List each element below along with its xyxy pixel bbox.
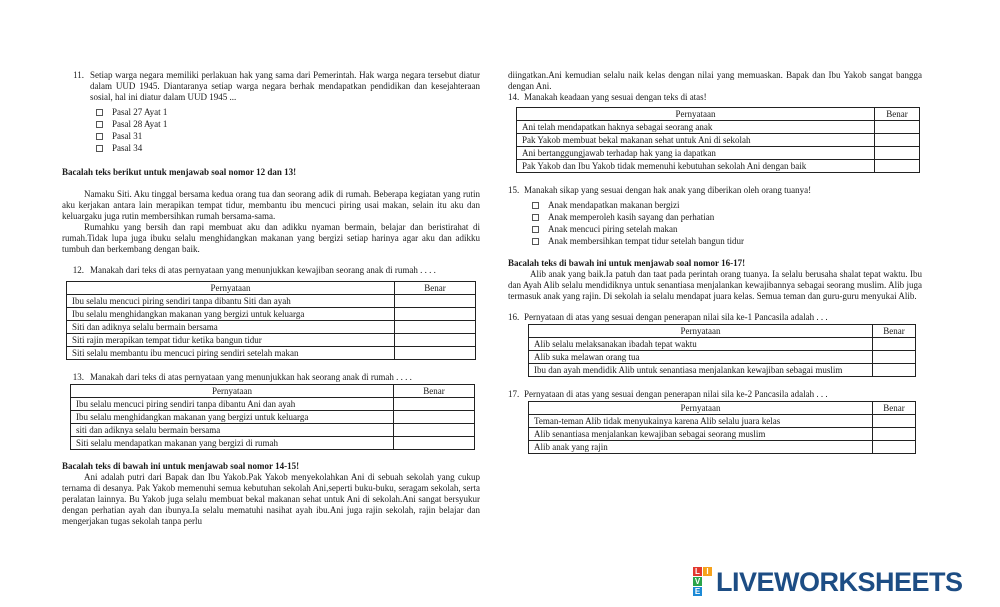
question-12 bbox=[62, 265, 480, 276]
option-item[interactable]: Anak memperoleh kasih sayang dan perhatian bbox=[532, 211, 922, 223]
question-text: Setiap warga negara memiliki perlakuan hak yang sama dari Pemerintah. Hak warga negara tersebut diatur dalam UUD 1945. Diantaranya setiap warga negara berhak mendapatkan pendidikan dan kesejahteraan sosial, hal ini diatur dalam UUD 1945 ... bbox=[90, 70, 480, 102]
table-row[interactable]: Alib anak yang rajin bbox=[529, 441, 916, 454]
table-row[interactable]: Ibu selalu menghidangkan makanan yang bergizi untuk keluarga bbox=[71, 411, 475, 424]
table-row[interactable]: Siti dan adiknya selalu bermain bersama bbox=[67, 321, 476, 334]
logo-badge-icon bbox=[693, 567, 713, 597]
option-item[interactable]: Anak membersihkan tempat tidur setelah bangun tidur bbox=[532, 235, 922, 247]
question-11-options bbox=[96, 106, 480, 154]
reading-paragraph: Ani adalah putri dari Bapak dan Ibu Yakob.Pak Yakob menyekolahkan Ani di sebuah sekolah yang cukup ternama di desanya. Pak Yakob memenuhi semua kebutuhan sekolah Ani,seperti buku-buku, seragam sekolah, serta peralatan lainnya. Bu Yakob juga selalu membuat bekal makanan sehat untuk Ani di sekolah.Ani sangat bersyukur dengan perhatian ayah dan ibunya.Ia selalu mematuhi nasihat ayah ibu.Ani juga rajin sekolah, rajin belajar dan mengerjakan tugas sekolah tanpa perlu bbox=[62, 472, 480, 526]
reading-paragraph: diingatkan.Ani kemudian selalu naik kelas dengan nilai yang memuaskan. Bapak dan Ibu Yakob sangat bangga dengan Ani. bbox=[508, 70, 922, 91]
reading-paragraph: Alib anak yang baik.Ia patuh dan taat pada perintah orang tuanya. Ia selalu berusaha shalat tepat waktu. Ibu dan Ayah Alib selalu mendidiknya untuk senantiasa menjalankan kewajibannya sebagai seorang muslim. Alib juga termasuk anak yang rajin. Di sekolah ia selalu mendapat juara kelas. Semua teman dan guru-guru menyukai Alib. bbox=[508, 269, 922, 301]
question-number: 12. bbox=[72, 265, 84, 275]
section-heading: Bacalah teks di bawah ini untuk menjawab soal nomor 14-15! bbox=[62, 461, 300, 471]
question-number: 17. bbox=[508, 389, 520, 399]
option-item[interactable]: Anak mendapatkan makanan bergizi bbox=[532, 199, 922, 211]
question-15 bbox=[508, 185, 922, 196]
question-17 bbox=[508, 389, 922, 400]
left-column bbox=[62, 70, 480, 527]
answer-cell[interactable] bbox=[873, 441, 916, 454]
answer-cell[interactable] bbox=[875, 134, 920, 147]
answer-cell[interactable] bbox=[395, 347, 476, 360]
question-11 bbox=[62, 70, 480, 103]
table-row[interactable]: Ibu dan ayah mendidik Alib untuk senantiasa menjalankan kewajiban sebagai muslim bbox=[529, 364, 916, 377]
reading-paragraph: Rumahku yang bersih dan rapi membuat aku dan adikku nyaman bermain, belajar dan beristirahat di rumah.Tidak lupa juga ibuku selalu menghidangkan makanan yang bergizi setiap harinya agar aku dan adikku tumbuh dan berkembang dengan baik. bbox=[62, 222, 480, 254]
question-number: 15. bbox=[508, 185, 520, 195]
checkbox-icon[interactable] bbox=[532, 214, 539, 221]
answer-cell[interactable] bbox=[873, 338, 916, 351]
question-16-table bbox=[528, 324, 916, 377]
checkbox-icon[interactable] bbox=[96, 133, 103, 140]
answer-cell[interactable] bbox=[394, 411, 475, 424]
logo-badge-letter: L bbox=[693, 567, 702, 576]
table-row[interactable]: Pak Yakob membuat bekal makanan sehat untuk Ani di sekolah bbox=[517, 134, 920, 147]
right-column bbox=[508, 70, 922, 454]
table-header-row: Pernyataan Benar bbox=[529, 402, 916, 415]
table-row[interactable]: Ibu selalu mencuci piring sendiri tanpa dibantu Siti dan ayah bbox=[67, 295, 476, 308]
table-header-row: Pernyataan Benar bbox=[67, 282, 476, 295]
table-row[interactable]: Ibu selalu mencuci piring sendiri tanpa dibantu Ani dan ayah bbox=[71, 398, 475, 411]
reading-paragraph: Namaku Siti. Aku tinggal bersama kedua orang tua dan seorang adik di rumah. Beberapa kegiatan yang rutin aku kerjakan antara lain merapikan tempat tidur, membantu ibu mencuci piring usai makan, selain itu aku dan keluargaku juga rutin membersihkan rumah bersama-sama. bbox=[62, 189, 480, 221]
answer-cell[interactable] bbox=[395, 295, 476, 308]
question-15-options bbox=[532, 199, 922, 247]
question-14-table bbox=[516, 107, 920, 173]
answer-cell[interactable] bbox=[875, 121, 920, 134]
question-text: Pernyataan di atas yang sesuai dengan penerapan nilai sila ke-1 Pancasila adalah . . . bbox=[524, 312, 828, 322]
answer-cell[interactable] bbox=[395, 321, 476, 334]
checkbox-icon[interactable] bbox=[96, 109, 103, 116]
table-row[interactable]: Ani bertanggungjawab terhadap hak yang ia dapatkan bbox=[517, 147, 920, 160]
answer-cell[interactable] bbox=[394, 398, 475, 411]
answer-cell[interactable] bbox=[873, 415, 916, 428]
question-text: Manakah sikap yang sesuai dengan hak anak yang diberikan oleh orang tuanya! bbox=[524, 185, 812, 195]
section-heading: Bacalah teks berikut untuk menjawab soal nomor 12 dan 13! bbox=[62, 167, 297, 177]
question-13 bbox=[62, 372, 480, 383]
table-row[interactable]: Ani telah mendapatkan haknya sebagai seorang anak bbox=[517, 121, 920, 134]
option-item[interactable]: Pasal 34 bbox=[96, 142, 480, 154]
question-number: 16. bbox=[508, 312, 520, 322]
logo-text: LIVEWORKSHEETS bbox=[716, 567, 963, 597]
checkbox-icon[interactable] bbox=[96, 121, 103, 128]
answer-cell[interactable] bbox=[873, 428, 916, 441]
question-14 bbox=[508, 92, 922, 103]
table-row[interactable]: Siti rajin merapikan tempat tidur ketika bangun tidur bbox=[67, 334, 476, 347]
answer-cell[interactable] bbox=[395, 308, 476, 321]
logo-badge-letter: E bbox=[694, 587, 701, 596]
table-row[interactable]: Pak Yakob dan Ibu Yakob tidak memenuhi kebutuhan sekolah Ani dengan baik bbox=[517, 160, 920, 173]
question-text: Pernyataan di atas yang sesuai dengan penerapan nilai sila ke-2 Pancasila adalah . . . bbox=[524, 389, 828, 399]
question-16 bbox=[508, 312, 922, 323]
liveworksheets-logo[interactable] bbox=[693, 567, 963, 597]
checkbox-icon[interactable] bbox=[532, 226, 539, 233]
question-text: Manakah dari teks di atas pernyataan yang menunjukkan kewajiban seorang anak di rumah . . . . bbox=[90, 265, 436, 275]
question-number: 14. bbox=[508, 92, 520, 102]
logo-badge-letter: V bbox=[694, 577, 701, 586]
table-row[interactable]: siti dan adiknya selalu bermain bersama bbox=[71, 424, 475, 437]
answer-cell[interactable] bbox=[875, 160, 920, 173]
answer-cell[interactable] bbox=[394, 437, 475, 450]
table-header-row: Pernyataan Benar bbox=[517, 108, 920, 121]
question-number: 13. bbox=[72, 372, 84, 382]
checkbox-icon[interactable] bbox=[532, 238, 539, 245]
question-text: Manakah dari teks di atas pernyataan yang menunjukkan hak seorang anak di rumah . . . . bbox=[90, 372, 412, 382]
question-text: Manakah keadaan yang sesuai dengan teks di atas! bbox=[524, 92, 707, 102]
table-row[interactable]: Alib senantiasa menjalankan kewajiban sebagai seorang muslim bbox=[529, 428, 916, 441]
option-item[interactable]: Pasal 27 Ayat 1 bbox=[96, 106, 480, 118]
answer-cell[interactable] bbox=[873, 351, 916, 364]
table-row[interactable]: Ibu selalu menghidangkan makanan yang bergizi untuk keluarga bbox=[67, 308, 476, 321]
question-13-table bbox=[70, 384, 475, 450]
answer-cell[interactable] bbox=[873, 364, 916, 377]
table-row[interactable]: Alib selalu melaksanakan ibadah tepat waktu bbox=[529, 338, 916, 351]
option-item[interactable]: Pasal 31 bbox=[96, 130, 480, 142]
table-row[interactable]: Siti selalu mendapatkan makanan yang bergizi di rumah bbox=[71, 437, 475, 450]
question-number: 11. bbox=[73, 70, 84, 80]
logo-badge-letter: I bbox=[703, 567, 712, 576]
answer-cell[interactable] bbox=[394, 424, 475, 437]
answer-cell[interactable] bbox=[875, 147, 920, 160]
checkbox-icon[interactable] bbox=[532, 202, 539, 209]
section-heading: Bacalah teks di bawah ini untuk menjawab soal nomor 16-17! bbox=[508, 258, 746, 268]
table-header-row: Pernyataan Benar bbox=[529, 325, 916, 338]
table-row[interactable]: Alib suka melawan orang tua bbox=[529, 351, 916, 364]
option-item[interactable]: Anak mencuci piring setelah makan bbox=[532, 223, 922, 235]
question-17-table bbox=[528, 401, 916, 454]
checkbox-icon[interactable] bbox=[96, 145, 103, 152]
table-row[interactable]: Siti selalu membantu ibu mencuci piring sendiri setelah makan bbox=[67, 347, 476, 360]
question-12-table bbox=[66, 281, 476, 360]
answer-cell[interactable] bbox=[395, 334, 476, 347]
table-row[interactable]: Teman-teman Alib tidak menyukainya karena Alib selalu juara kelas bbox=[529, 415, 916, 428]
table-header-row: Pernyataan Benar bbox=[71, 385, 475, 398]
option-item[interactable]: Pasal 28 Ayat 1 bbox=[96, 118, 480, 130]
